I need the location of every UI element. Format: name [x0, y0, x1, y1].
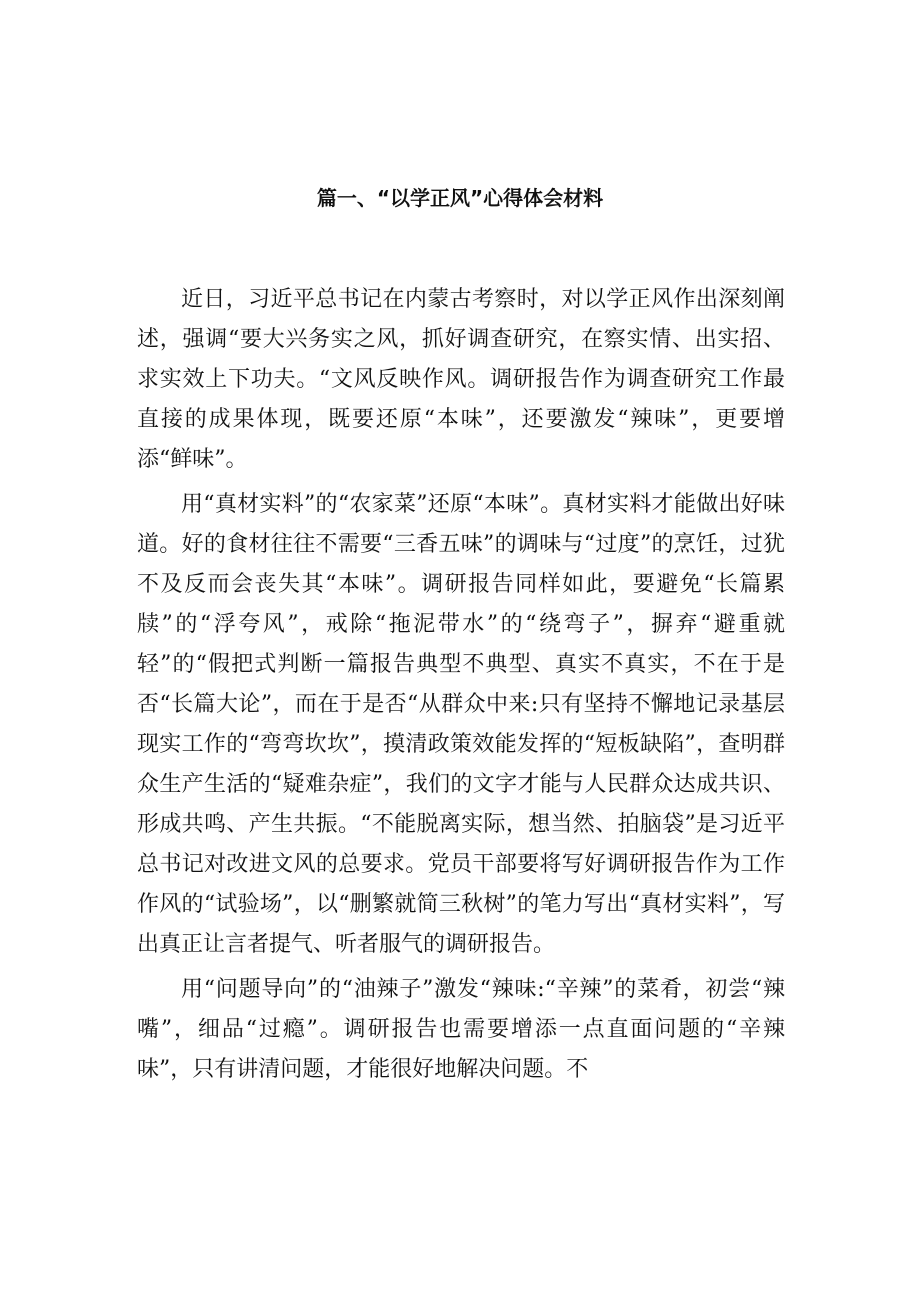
- document-body: [137, 280, 785, 1095]
- paragraph: 用“问题导向”的“油辣子”激发“辣味:“辛辣”的菜肴，初尝“辣嘴”，细品“过瘾”。调研报告也需要增添一点直面问题的“辛辣味”，只有讲清问题，才能很好地解决问题。不: [137, 977, 785, 1082]
- paragraph: 近日，习近平总书记在内蒙古考察时，对以学正风作出深刻阐述，强调“要大兴务实之风，抓好调查研究，在察实情、出实招、求实效上下功夫。“文风反映作风。调研报告作为调查研究工作最直接的成果体现，既要还原“本味”，还要激发“辣味”，更要增添“鲜味”。: [137, 287, 785, 472]
- document-title: 篇一、“以学正风”心得体会材料: [316, 186, 604, 210]
- paragraph: 用“真材实料”的“农家菜”还原“本味”。真材实料才能做出好味道。好的食材往往不需要“三香五味”的调味与“过度”的烹饪，过犹不及反而会丧失其“本味”。调研报告同样如此，要避免“长篇累牍”的“浮夸风”，戒除“拖泥带水”的“绕弯子”，摒弃“避重就轻”的“假把式判断一篇报告典型不典型、真实不真实，不在于是否“长篇大论”，而在于是否“从群众中来:只有坚持不懈地记录基层现实工作的“弯弯坎坎”，摸清政策效能发挥的“短板缺陷”，查明群众生产生活的“疑难杂症”，我们的文字才能与人民群众达成共识、形成共鸣、产生共振。“不能脱离实际，想当然、拍脑袋”是习近平总书记对改进文风的总要求。党员干部要将写好调研报告作为工作作风的“试验场”，以“删繁就简三秋树”的笔力写出“真材实料”，写出真正让言者提气、听者服气的调研报告。: [137, 492, 785, 957]
